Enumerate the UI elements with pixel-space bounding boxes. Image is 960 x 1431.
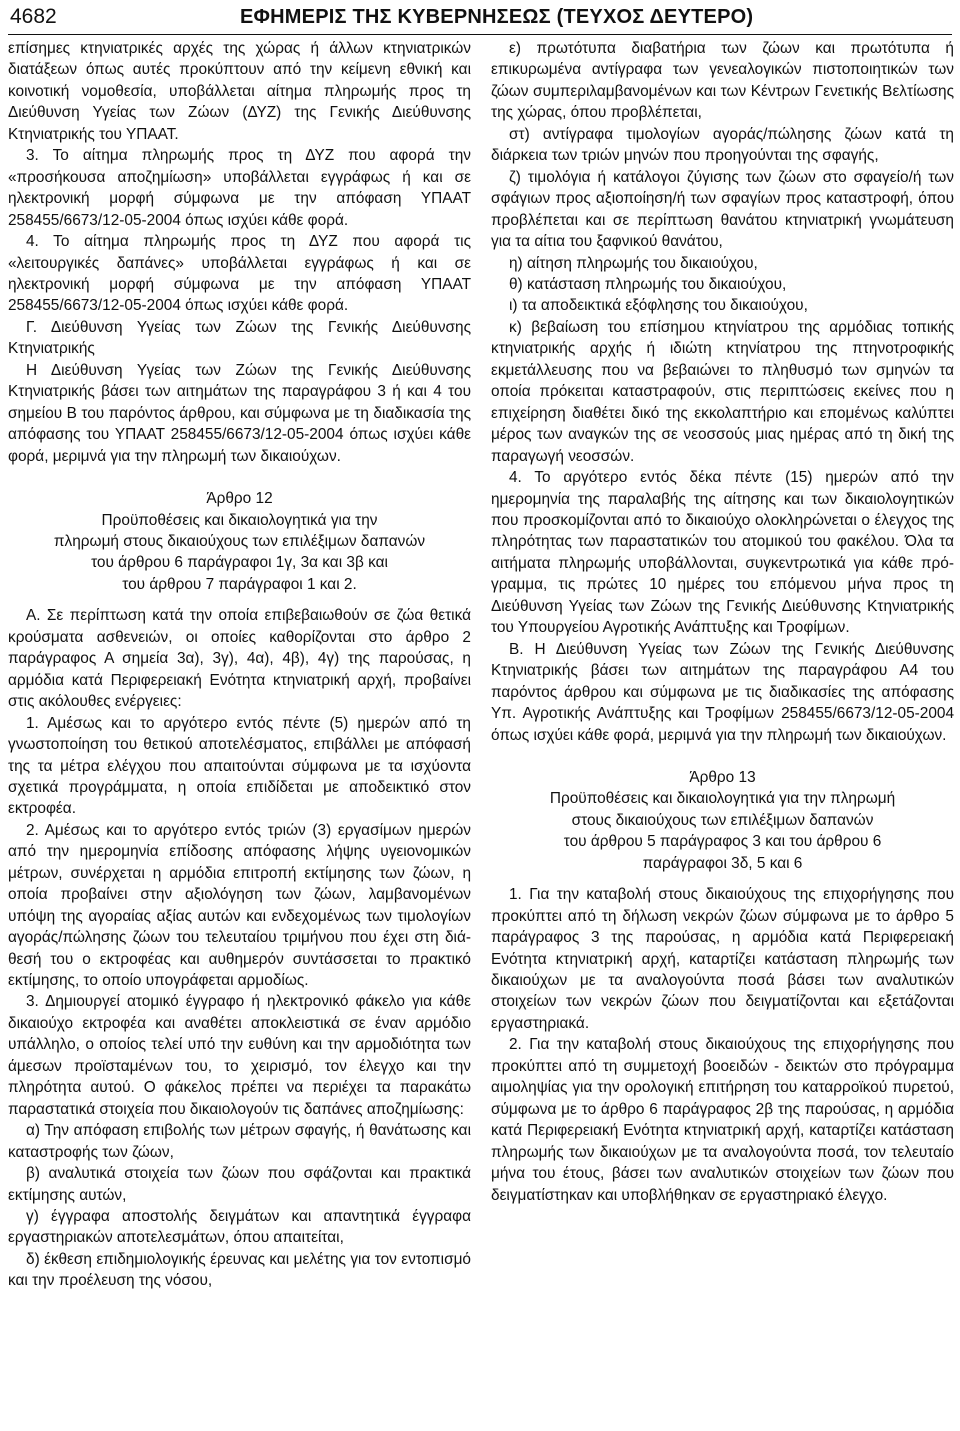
spacer xyxy=(8,467,471,488)
list-item: δ) έκθεση επιδημιολογικής έρευνας και μελέτης για τον εντοπισμό και την προέλευση της νόσου, xyxy=(8,1250,471,1290)
paragraph: Α. Σε περίπτωση κατά την οποία επιβεβαιωθούν σε ζώα θετικά κρούσματα ασθενειών, οι οποίες καθορίζονται στο άρθρο 2 παράγραφος Α σημεία 3α), 3γ), 4α), 4β), 4γ) της παρούσας, η αρμόδια κατά Περιφερειακή Ενότητα κτηνιατρική αρχή, προβαίνει στις ακόλουθες ενέργειες: xyxy=(8,607,471,711)
paragraph: 3. Το αίτημα πληρωμής προς τη ΔΥΖ που αφορά την «προσήκουσα αποζημίωση» υποβάλλεται εγγράφως ή και σε ηλεκτρονική μορφή σύμφωνα με την απόφαση ΥΠΑΑΤ 258455/6673/12-05-2004 όπως ισχύει κάθε φορά. xyxy=(8,147,471,229)
article-title-line: του άρθρου 5 παράγραφος 3 και του άρθρου 6 xyxy=(563,833,882,851)
page-header xyxy=(8,2,952,34)
paragraph: 4. Το αργότερο εντός δέκα πέντε (15) ημερών από την ημερομηνία της παραλαβής της αίτησης και των δικαιολογητικών που προσκομίζονται από το δικαιούχο ολοκληρώνεται ο έλεγχος της πληρότητας των παραστατικών του ατομικού του φακέλου. Όλα τα αιτήματα πληρωμής υποβάλλονται, συγκεντρωτικά για κάθε πρόγραμμα, τις πρώτες 10 ημέρες του επόμενου μήνα προς τη Διεύθυνση Υγείας των Ζώων της Γενικής Διεύθυνσης Κτηνιατρικής του Υπουργείου Αγροτικής Ανάπτυξης και Τροφίμων. xyxy=(491,469,954,637)
article-number: Άρθρο 12 xyxy=(206,490,273,508)
paragraph: 1. Αμέσως και το αργότερο εντός πέντε (5) ημερών από τη γνωστοποίηση του θετικού αποτελέσματος, επιβάλλει με απόφασή της τα μέτρα ελέγχου που απαιτούνται σύμφωνα με τα ισχύοντα σχετικά προγράμματα, η οποία επιδίδεται με αποδεικτικό στον εκτροφέα. xyxy=(8,714,471,818)
list-item: β) αναλυτικά στοιχεία των ζώων που σφάζονται και πρακτικά εκτίμησης αυτών, xyxy=(8,1165,471,1204)
spacer xyxy=(491,874,954,884)
paragraph: 4. Το αίτημα πληρωμής προς τη ΔΥΖ που αφορά τις «λειτουργικές δαπάνες» υποβάλλεται εγγράφως ή και σε ηλεκτρονική μορφή σύμφωνα με την απόφαση ΥΠΑΑΤ 258455/6673/12-05-2004 όπως ισχύει κάθε φορά. xyxy=(8,233,471,315)
paragraph: 2. Αμέσως και το αργότερο εντός τριών (3) εργασίμων ημερών από την ημερομηνία επίδοσης απόφασης λήψης υγειονομικών μέτρων, συνέρχεται η αρμόδια επιτροπή εκτίμησης των ζώων, η οποία προβαίνει στην αξιολόγηση των ζώων, λαμβανομένων υπόψη της αγοραίας αξίας αυτών και ενδεχομένως των τιμολογίων αγοράς/πώλησης ζώων του τελευταίου τριμήνου που έχει στη διάθεσή του ο εκτροφέας και αυθημερόν συντάσσεται το πρακτικό εκτίμησης, το οποίο υπογράφεται αρμοδίως. xyxy=(8,821,471,990)
spacer xyxy=(491,746,954,767)
article-title-line: πληρωμή στους δικαιούχους των επιλέξιμων δαπανών xyxy=(53,532,426,550)
paragraph: Β. Η Διεύθυνση Υγείας των Ζώων της Γενικής Διεύθυνσης Κτηνιατρικής βάσει των αιτημάτων της παραγράφου Α4 του παρόντος άρθρου και σύμφωνα με τις διαδικασίες της απόφασης Υπ. Αγροτικής Ανάπτυξης και Τροφίμων 258455/6673/12-05-2004 όπως ισχύει κάθε φορά, μεριμνά για την πληρωμή των δικαιούχων. xyxy=(491,640,954,744)
list-item: α) Την απόφαση επιβολής των μέτρων σφαγής, ή θανάτωσης και καταστροφής των ζώων, xyxy=(8,1122,471,1161)
article-title-line: στους δικαιούχους των επιλέξιμων δαπανών xyxy=(571,811,874,829)
article-title-line: παράγραφοι 3δ, 5 και 6 xyxy=(642,854,803,872)
paragraph: 3. Δημιουργεί ατομικό έγγραφο ή ηλεκτρονικό φάκελο για κάθε δικαιούχο εκτροφέα και αναθέτει αποκλειστικά σε έναν αρμόδιο υπάλληλο, ο οποίος τελεί υπό την ευθύνη και την αρμοδιότητα των άμεσων προϊσταμένων του, το χειρισμό, τον έλεγχο και την πληρότητα αυτού. Ο φάκελος πρέπει να περιέχει τα παρακάτω παραστατικά στοιχεία που δικαιολογούν τις δαπάνες αποζημίωσης: xyxy=(8,993,471,1118)
list-item: γ) έγγραφα αποστολής δειγμάτων και απαντητικά έγγραφα εργαστηριακών αποτελεσμάτων, όπου απαιτείται, xyxy=(8,1208,471,1247)
page-number: 4682 xyxy=(10,5,57,28)
list-item: ζ) τιμολόγια ή κατάλογοι ζύγισης των ζώων στο σφαγείο/ή των σφάγιων προς αξιοποίηση/ή των σφαγίων προς καταστροφή, όπου προβλέπεται και σε περίπτωση θανάτου κτηνιατρική γνωμάτευση για τα αίτια του ξαφνικού θανάτου, xyxy=(491,168,954,251)
article-title-line: Προϋποθέσεις και δικαιολογητικά για την πληρωμή xyxy=(549,790,896,808)
paragraph: 1. Για την καταβολή στους δικαιούχους της επιχορήγησης που προκύπτει από τη δήλωση νεκρών ζώων σύμφωνα με το άρθρο 5 παράγραφος 3 της παρούσας, η αρμόδια κατά Περιφερειακή Ενότητα κτηνιατρική αρχή, καταρτίζει κατάσταση πληρωμής των δικαιούχων με τα αναλογούντα ποσά βάσει των αναλυτικών στοιχείων των νεκρών ζώων που δειγματίζονται και εξετάζονται εργαστηριακά. xyxy=(491,886,954,1032)
article-title-line: του άρθρου 6 παράγραφοι 1γ, 3α και 3β και xyxy=(91,554,388,572)
article-title-line: Προϋποθέσεις και δικαιολογητικά για την xyxy=(101,511,378,529)
paragraph: επίσημες κτηνιατρικές αρχές της χώρας ή άλλων κτηνιατρικών διατάξεων όπως αυτές προκύπτουν από την κείμενη εθνική και κοινοτική νομοθεσία, υποβάλλεται αίτημα πληρωμής προς τη Διεύθυνση Υγείας των Ζώων (ΔΥΖ) της Γενικής Διεύθυνσης Κτηνιατρικής του ΥΠΑΑΤ. xyxy=(8,40,471,143)
article-number: Άρθρο 13 xyxy=(689,768,756,786)
spacer xyxy=(8,595,471,605)
right-column xyxy=(491,38,954,1206)
section-heading: Γ. Διεύθυνση Υγείας των Ζώων της Γενικής Διεύθυνσης Κτηνιατρικής xyxy=(8,318,471,358)
list-item: στ) αντίγραφα τιμολογίων αγοράς/πώλησης ζώων κατά τη διάρκεια των τριών μηνών που προηγούνται της σφαγής, xyxy=(491,125,954,165)
left-column xyxy=(8,38,471,1292)
paragraph: 2. Για την καταβολή στους δικαιούχους της επιχορήγησης που προκύπτει από τη συμμετοχή βοοειδών - δεικτών στο πρόγραμμα αιμοληψίας για την ορολογική επιτήρηση του καταρροϊκού πυρετού, σύμφωνα με το άρθρο 6 παράγραφος 2β της παρούσας, η αρμόδια κατά Περιφερειακή Ενότητα κτηνιατρική αρχή, καταρτίζει κατάσταση πληρωμής των δικαιούχων με τα αναλογούντα ποσά, τον τελευταίο μήνα του έτους, βάσει των αναλυτικών στοιχείων των ζώων που δειγματίστηκαν και υποβλήθηκαν σε εργαστηριακό έλεγχο. xyxy=(491,1036,954,1204)
gazette-title: ΕΦΗΜΕΡΙΣ ΤΗΣ ΚΥΒΕΡΝΗΣΕΩΣ (ΤΕΥΧΟΣ ΔΕΥΤΕΡΟ) xyxy=(240,6,754,28)
list-item: η) αίτηση πληρωμής του δικαιούχου, xyxy=(509,254,758,272)
list-item: θ) κατάσταση πληρωμής του δικαιούχου, xyxy=(509,275,787,293)
list-item: ι) τα αποδεικτικά εξόφλησης του δικαιούχου, xyxy=(509,297,808,315)
header-rule xyxy=(8,34,952,35)
list-item: κ) βεβαίωση του επίσημου κτηνίατρου της αρμόδιας τοπικής κτηνιατρικής αρχής ή ιδιώτη κτηνίατρου της πτηνοτροφικής εκμετάλλευσης που να βεβαιώνει το πληθυσμό των σμηνών τα οποία πρόκειται καταστραφούν, στις περιπτώσεις εκείνες που η επιχείρηση διαθέτει δικό της εκκολαπτήριο και επομένως καλύπτει μέρος των αναγκών της σε νεοσσούς μιας ημέρας από τη δική της παραγωγή νεοσσών. xyxy=(491,318,954,465)
paragraph: Η Διεύθυνση Υγείας των Ζώων της Γενικής Διεύθυνσης Κτηνιατρικής βάσει των αιτημάτων της παραγράφου 3 ή και 4 του σημείου Β του παρόντος άρθρου, και σύμφωνα με τη διαδικασία της απόφασης του ΥΠΑΑΤ 258455/6673/12-05-2004 όπως ισχύει κάθε φορά, μεριμνά για την πληρωμή των δικαιούχων. xyxy=(8,361,471,465)
list-item: ε) πρωτότυπα διαβατήρια των ζώων και πρωτότυπα ή επικυρωμένα αντίγραφα των γενεαλογικών πιστοποιητικών των ζώων συμπεριλαμβανομένων και των Κέντρων Γενετικής Βελτίωσης της χώρας, όπου προβλέπεται, xyxy=(491,40,954,122)
article-title-line: του άρθρου 7 παράγραφοι 1 και 2. xyxy=(122,575,357,593)
